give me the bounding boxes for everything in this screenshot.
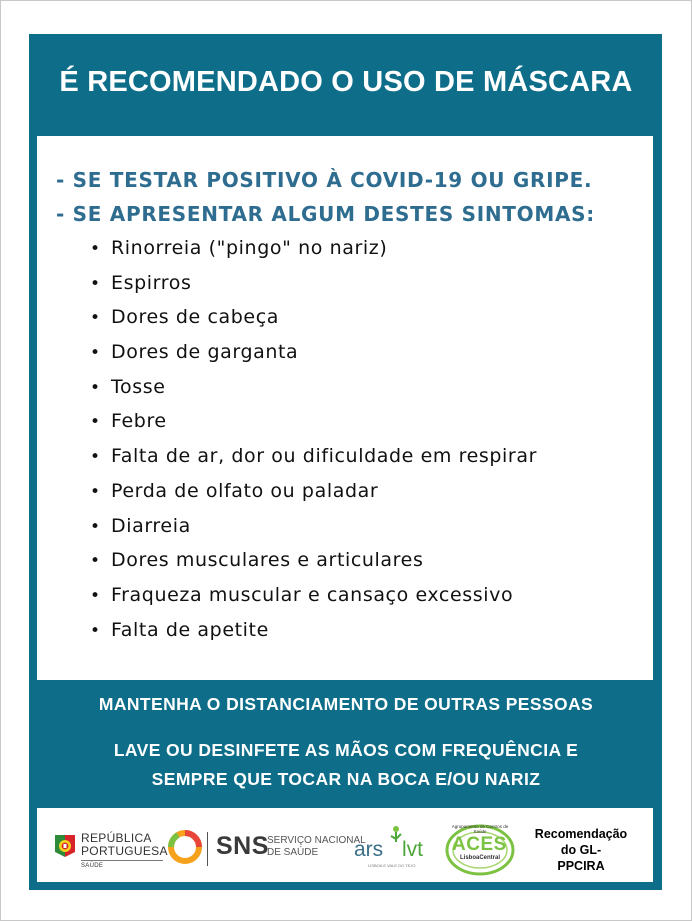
list-item (90, 514, 537, 549)
bullet-icon: • (90, 377, 101, 398)
list-item (90, 375, 537, 410)
recommendation-line3: PPCIRA (557, 859, 605, 873)
bullet-icon: • (90, 551, 101, 572)
symptom-text: Dores musculares e articulares (111, 549, 424, 572)
bullet-icon: • (90, 585, 101, 606)
list-item (90, 409, 537, 444)
bullet-icon: • (90, 447, 101, 468)
symptom-text: Perda de olfato ou paladar (111, 479, 379, 502)
bullet-icon: • (90, 481, 101, 502)
republica-line2: PORTUGUESA (81, 844, 168, 858)
symptom-text: Dores de cabeça (111, 306, 279, 329)
list-item (90, 479, 537, 514)
list-item (90, 618, 537, 653)
list-item (90, 583, 537, 618)
aces-wordmark: ACES (452, 834, 507, 855)
headline-symptoms: - SE APRESENTAR ALGUM DESTES SINTOMAS: (56, 202, 595, 226)
sns-sub-line1: SERVIÇO NACIONAL (267, 835, 366, 846)
recommendation-line2: do GL- (560, 843, 602, 857)
aces-top-text: Agrupamento de Centros de Saúde (451, 824, 509, 834)
sns-logo-icon (168, 830, 202, 864)
distancing-message: MANTENHA O DISTANCIAMENTO DE OUTRAS PESSOAS (98, 694, 594, 714)
recommendation-credit (522, 826, 640, 874)
headline-positive-test: - SE TESTAR POSITIVO À COVID-19 OU GRIPE. (56, 168, 593, 192)
ars-subtitle: LISBOA E VALE DO TEJO (368, 863, 416, 868)
hand-washing-message-line2: SEMPRE QUE TOCAR NA BOCA E/OU NARIZ (151, 769, 541, 789)
bullet-icon: • (90, 239, 101, 259)
republica-sub: SAÚDE (81, 860, 163, 871)
list-item (90, 271, 537, 306)
sns-wordmark: SNS (216, 832, 269, 860)
bullet-icon: • (90, 308, 101, 329)
bullet-icon: • (90, 412, 101, 433)
symptom-text: Falta de apetite (111, 618, 269, 641)
republica-portuguesa-logo-icon (52, 832, 78, 860)
symptom-text: Rinorreia ("pingo" no nariz) (111, 237, 388, 259)
poster-title: É RECOMENDADO O USO DE MÁSCARA (59, 66, 633, 98)
republica-line1: REPÚBLICA (81, 831, 152, 845)
sns-divider (207, 832, 208, 866)
symptom-text: Tosse (111, 375, 166, 398)
symptom-text: Espirros (111, 271, 192, 294)
symptom-text: Fraqueza muscular e cansaço excessivo (111, 583, 514, 606)
sns-subtitle (267, 835, 366, 859)
sns-sub-line2: DE SAÚDE (267, 847, 319, 858)
bullet-icon: • (90, 516, 101, 537)
list-item (90, 236, 537, 271)
symptom-text: Falta de ar, dor ou dificuldade em respirar (111, 445, 537, 468)
bullet-icon: • (90, 620, 101, 641)
list-item (90, 340, 537, 375)
symptom-text: Dores de garganta (111, 341, 299, 364)
symptom-text: Diarreia (111, 514, 191, 537)
lvt-wordmark: lvt (402, 838, 423, 861)
list-item (90, 548, 537, 583)
recommendation-line1: Recomendação (534, 827, 628, 841)
list-item (90, 305, 537, 340)
bullet-icon: • (90, 343, 101, 364)
ars-wordmark: ars (354, 838, 384, 861)
symptom-text: Febre (111, 410, 167, 433)
hand-washing-message-line1: LAVE OU DESINFETE AS MÃOS COM FREQUÊNCIA E (113, 740, 579, 760)
republica-portuguesa-text (81, 832, 168, 871)
symptoms-list (90, 236, 537, 652)
bullet-icon: • (90, 273, 101, 294)
list-item (90, 444, 537, 479)
aces-subtitle: LisboaCentral (460, 855, 501, 861)
